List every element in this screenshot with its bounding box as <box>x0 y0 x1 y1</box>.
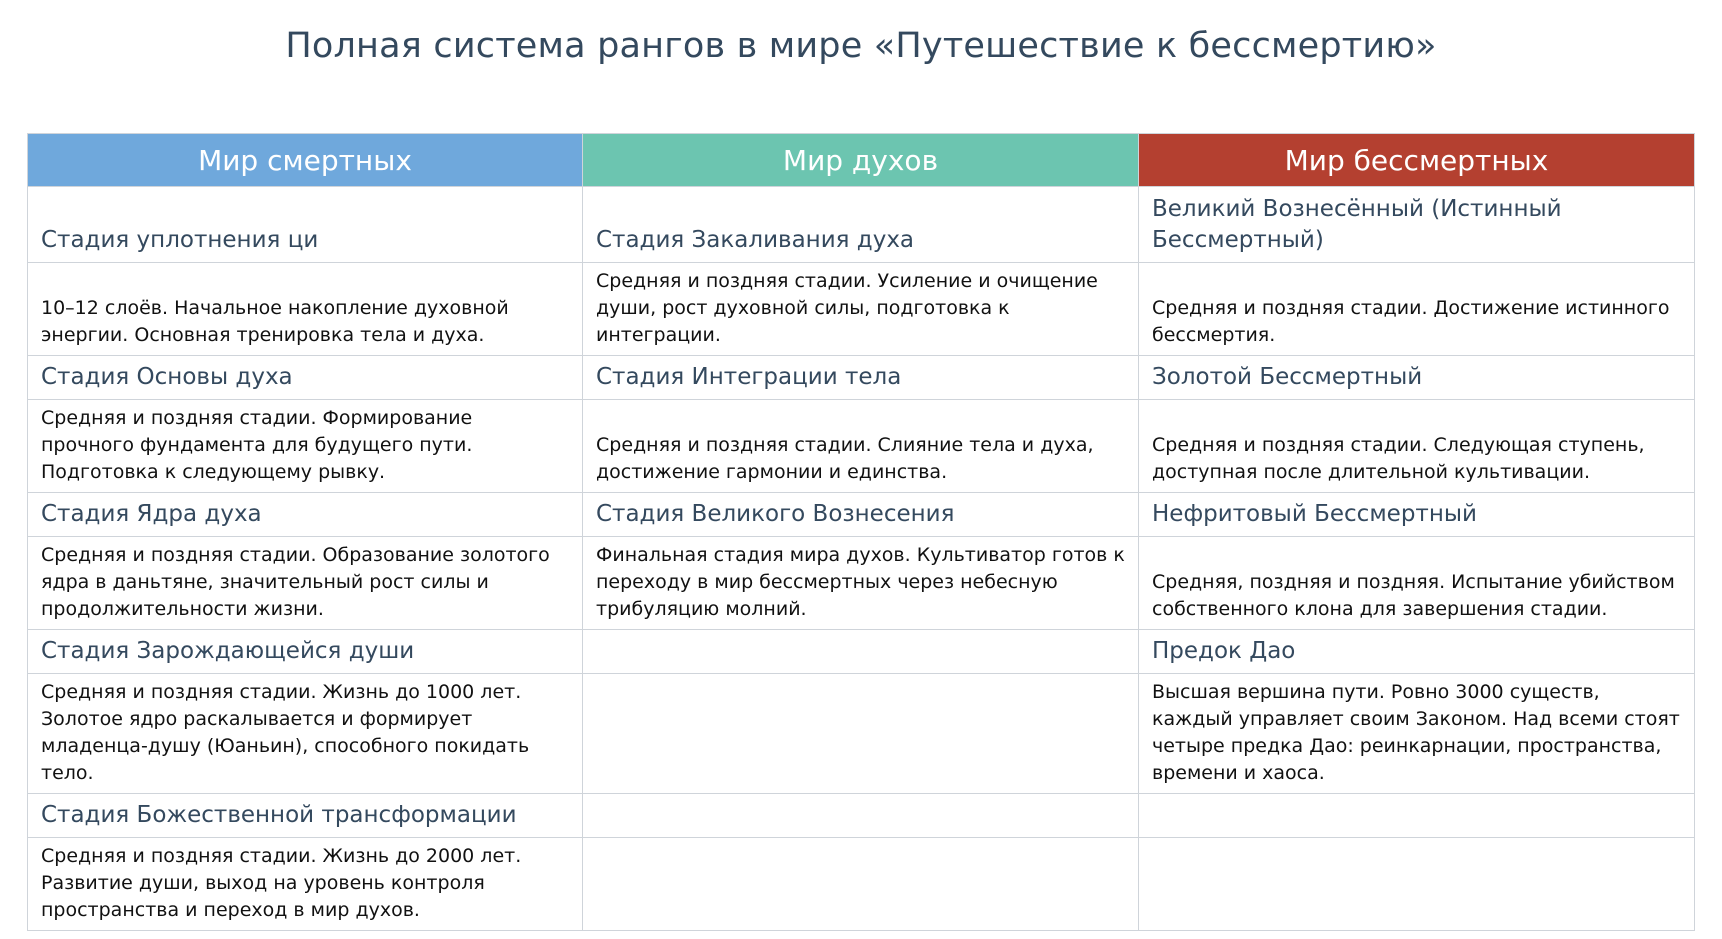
description-row <box>28 674 1695 794</box>
immortal-stage-name: Предок Дао <box>1139 630 1695 674</box>
spirit-stage-name: Стадия Закаливания духа <box>583 187 1139 263</box>
spirit-stage-name: Стадия Великого Вознесения <box>583 493 1139 537</box>
mortal-stage-name: Стадия Ядра духа <box>28 493 583 537</box>
header-immortal-world: Мир бессмертных <box>1139 134 1695 187</box>
immortal-stage-description: Средняя и поздняя стадии. Следующая ступень, доступная после длительной культивации. <box>1139 400 1695 493</box>
mortal-stage-name: Стадия уплотнения ци <box>28 187 583 263</box>
spirit-stage-description: Средняя и поздняя стадии. Слияние тела и духа, достижение гармонии и единства. <box>583 400 1139 493</box>
immortal-stage-description: Средняя и поздняя стадии. Достижение истинного бессмертия. <box>1139 263 1695 356</box>
immortal-stage-name: Золотой Бессмертный <box>1139 356 1695 400</box>
description-row <box>28 537 1695 630</box>
mortal-stage-description: Средняя и поздняя стадии. Жизнь до 2000 лет. Развитие души, выход на уровень контроля пространства и переход в мир духов. <box>28 838 583 931</box>
mortal-stage-name: Стадия Зарождающейся души <box>28 630 583 674</box>
stage-row <box>28 493 1695 537</box>
ranks-table <box>27 133 1695 931</box>
spirit-stage-name <box>583 630 1139 674</box>
spirit-stage-description <box>583 838 1139 931</box>
spirit-stage-description: Средняя и поздняя стадии. Усиление и очищение души, рост духовной силы, подготовка к интеграции. <box>583 263 1139 356</box>
spirit-stage-description <box>583 674 1139 794</box>
mortal-stage-description: Средняя и поздняя стадии. Формирование прочного фундамента для будущего пути. Подготовка к следующему рывку. <box>28 400 583 493</box>
description-row <box>28 263 1695 356</box>
stage-row <box>28 356 1695 400</box>
immortal-stage-name: Великий Вознесённый (Истинный Бессмертный) <box>1139 187 1695 263</box>
spirit-stage-name: Стадия Интеграции тела <box>583 356 1139 400</box>
header-spirit-world: Мир духов <box>583 134 1139 187</box>
immortal-stage-description: Средняя, поздняя и поздняя. Испытание убийством собственного клона для завершения стадии. <box>1139 537 1695 630</box>
immortal-stage-description: Высшая вершина пути. Ровно 3000 существ, каждый управляет своим Законом. Над всеми стоят четыре предка Дао: реинкарнации, пространства, времени и хаоса. <box>1139 674 1695 794</box>
stage-row <box>28 187 1695 263</box>
table-header-row <box>28 134 1695 187</box>
mortal-stage-name: Стадия Божественной трансформации <box>28 794 583 838</box>
page-title: Полная система рангов в мире «Путешествие к бессмертию» <box>285 26 1437 66</box>
mortal-stage-name: Стадия Основы духа <box>28 356 583 400</box>
spirit-stage-name <box>583 794 1139 838</box>
header-mortal-world: Мир смертных <box>28 134 583 187</box>
mortal-stage-description: Средняя и поздняя стадии. Жизнь до 1000 лет. Золотое ядро раскалывается и формирует младенца-душу (Юаньин), способного покидать тело. <box>28 674 583 794</box>
description-row <box>28 838 1695 931</box>
description-row <box>28 400 1695 493</box>
immortal-stage-name <box>1139 794 1695 838</box>
mortal-stage-description: 10–12 слоёв. Начальное накопление духовной энергии. Основная тренировка тела и духа. <box>28 263 583 356</box>
stage-row <box>28 630 1695 674</box>
mortal-stage-description: Средняя и поздняя стадии. Образование золотого ядра в даньтяне, значительный рост силы и продолжительности жизни. <box>28 537 583 630</box>
spirit-stage-description: Финальная стадия мира духов. Культиватор готов к переходу в мир бессмертных через небесную трибуляцию молний. <box>583 537 1139 630</box>
immortal-stage-name: Нефритовый Бессмертный <box>1139 493 1695 537</box>
immortal-stage-description <box>1139 838 1695 931</box>
stage-row <box>28 794 1695 838</box>
